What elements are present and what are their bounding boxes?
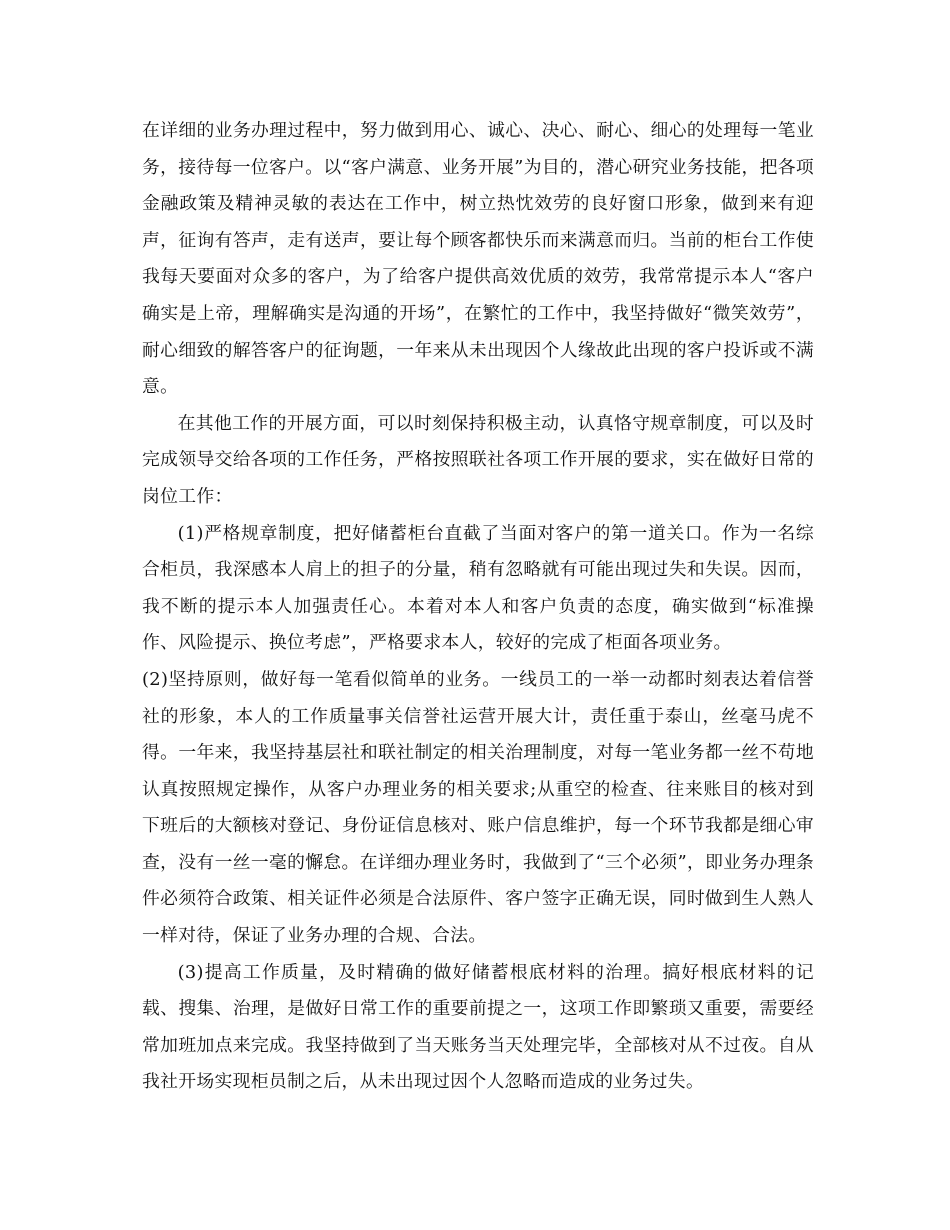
paragraph-3: (1)严格规章制度，把好储蓄柜台直截了当面对客户的第一道关口。作为一名综合柜员，我深感本人肩上的担子的分量，稍有忽略就有可能出现过失和失误。因而，我不断的提示本人加强责任心。本着对本人和客户负责的态度，确实做到“标准操作、风险提示、换位考虑”，严格要求本人，较好的完成了柜面各项业务。 bbox=[142, 522, 814, 654]
paragraph-4: (2)坚持原则，做好每一笔看似简单的业务。一线员工的一举一动都时刻表达着信誉社的形象，本人的工作质量事关信誉社运营开展大计，责任重于泰山，丝毫马虎不得。一年来，我坚持基层社和联社制定的相关治理制度，对每一笔业务都一丝不苟地认真按照规定操作，从客户办理业务的相关要求;从重空的检查、往来账目的核对到下班后的大额核对登记、身份证信息核对、账户信息维护，每一个环节我都是细心审查，没有一丝一毫的懈怠。在详细办理业务时，我做到了“三个必须”，即业务办理条件必须符合政策、相关证件必须是合法原件、客户签字正确无误，同时做到生人熟人一样对待，保证了业务办理的合规、合法。 bbox=[142, 668, 814, 947]
paragraph-2: 在其他工作的开展方面，可以时刻保持积极主动，认真恪守规章制度，可以及时完成领导交给各项的工作任务，严格按照联社各项工作开展的要求，实在做好日常的岗位工作： bbox=[142, 412, 814, 507]
paragraph-1: 在详细的业务办理过程中，努力做到用心、诚心、决心、耐心、细心的处理每一笔业务，接待每一位客户。以“客户满意、业务开展”为目的，潜心研究业务技能，把各项金融政策及精神灵敏的表达在工作中，树立热忱效劳的良好窗口形象，做到来有迎声，征询有答声，走有送声，要让每个顾客都快乐而来满意而归。当前的柜台工作使我每天要面对众多的客户，为了给客户提供高效优质的效劳，我常常提示本人“客户确实是上帝，理解确实是沟通的开场”，在繁忙的工作中，我坚持做好“微笑效劳”，耐心细致的解答客户的征询题，一年来从未出现因个人缘故此出现的客户投诉或不满意。 bbox=[142, 120, 814, 398]
paragraph-5: (3)提高工作质量，及时精确的做好储蓄根底材料的治理。搞好根底材料的记载、搜集、治理，是做好日常工作的重要前提之一，这项工作即繁琐又重要，需要经常加班加点来完成。我坚持做到了当天账务当天处理完毕，全部核对从不过夜。自从我社开场实现柜员制之后，从未出现过因个人忽略而造成的业务过失。 bbox=[142, 961, 814, 1093]
document-body bbox=[142, 113, 814, 1101]
